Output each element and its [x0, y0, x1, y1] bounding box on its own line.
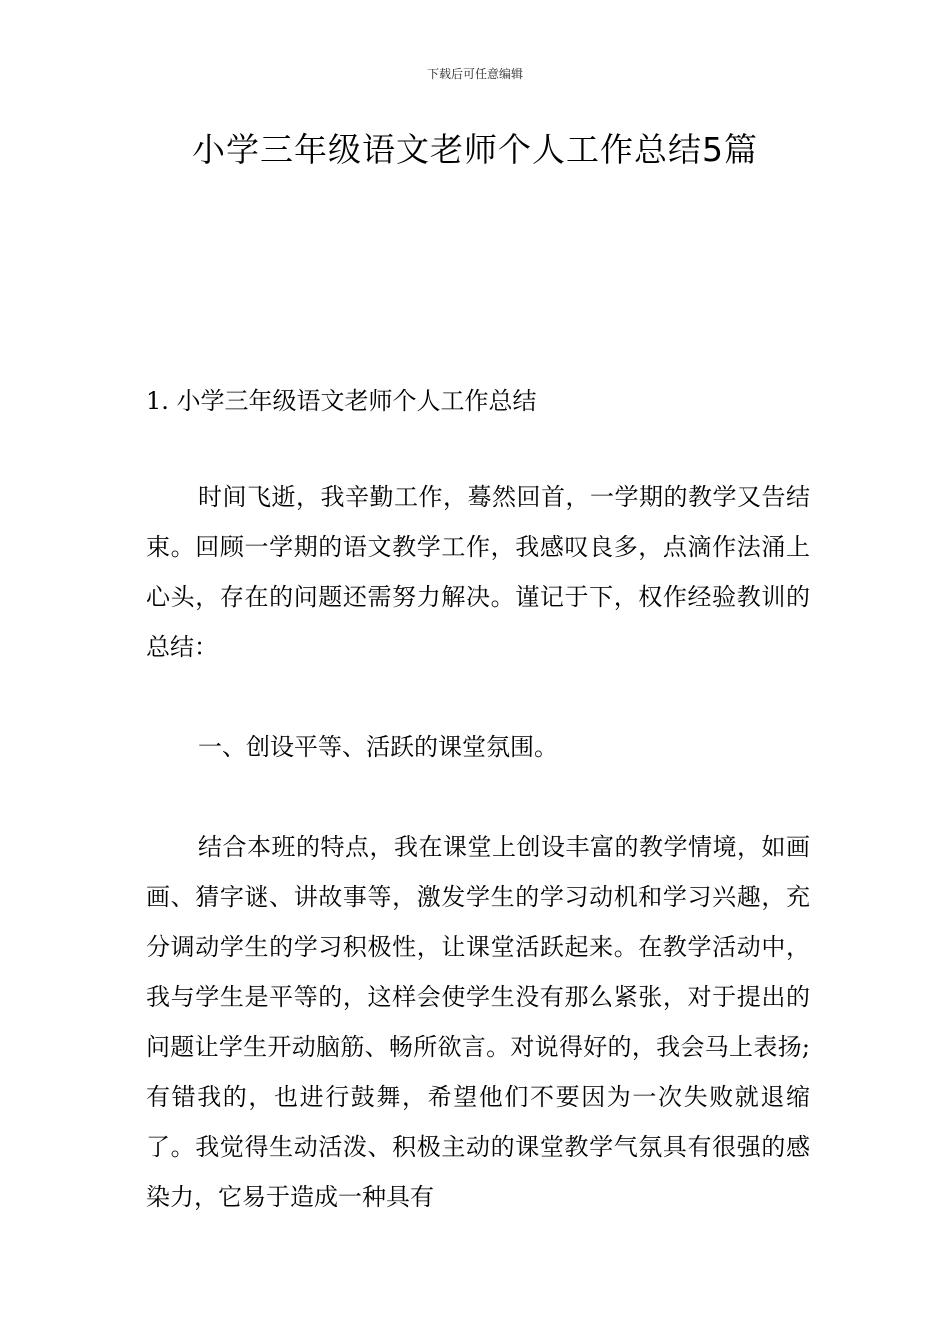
document-title: 小学三年级语文老师个人工作总结5篇 — [192, 130, 758, 169]
paragraph-classroom-atmosphere: 结合本班的特点，我在课堂上创设丰富的教学情境，如画画、猜字谜、讲故事等，激发学生的学习动机和学习兴趣，充分调动学生的学习积极性，让课堂活跃起来。在教学活动中，我与学生是平等的，这样会使学生没有那么紧张，对于提出的问题让学生开动脑筋、畅所欲言。对说得好的，我会马上表扬;有错我的，也进行鼓舞，希望他们不要因为一次失败就退缩了。我觉得生动活泼、积极主动的课堂教学气氛具有很强的感染力，它易于造成一种具有 — [146, 833, 810, 1211]
paragraph-intro: 时间飞逝，我辛勤工作，蓦然回首，一学期的教学又告结束。回顾一学期的语文教学工作，我感叹良多，点滴作法涌上心头，存在的问题还需努力解决。谨记于下，权作经验教训的总结： — [146, 483, 810, 661]
section-heading: 1. 小学三年级语文老师个人工作总结 — [146, 387, 537, 415]
subheading-classroom-atmosphere: 一、创设平等、活跃的课堂氛围。 — [198, 733, 558, 761]
header-note: 下载后可任意编辑 — [426, 67, 523, 81]
